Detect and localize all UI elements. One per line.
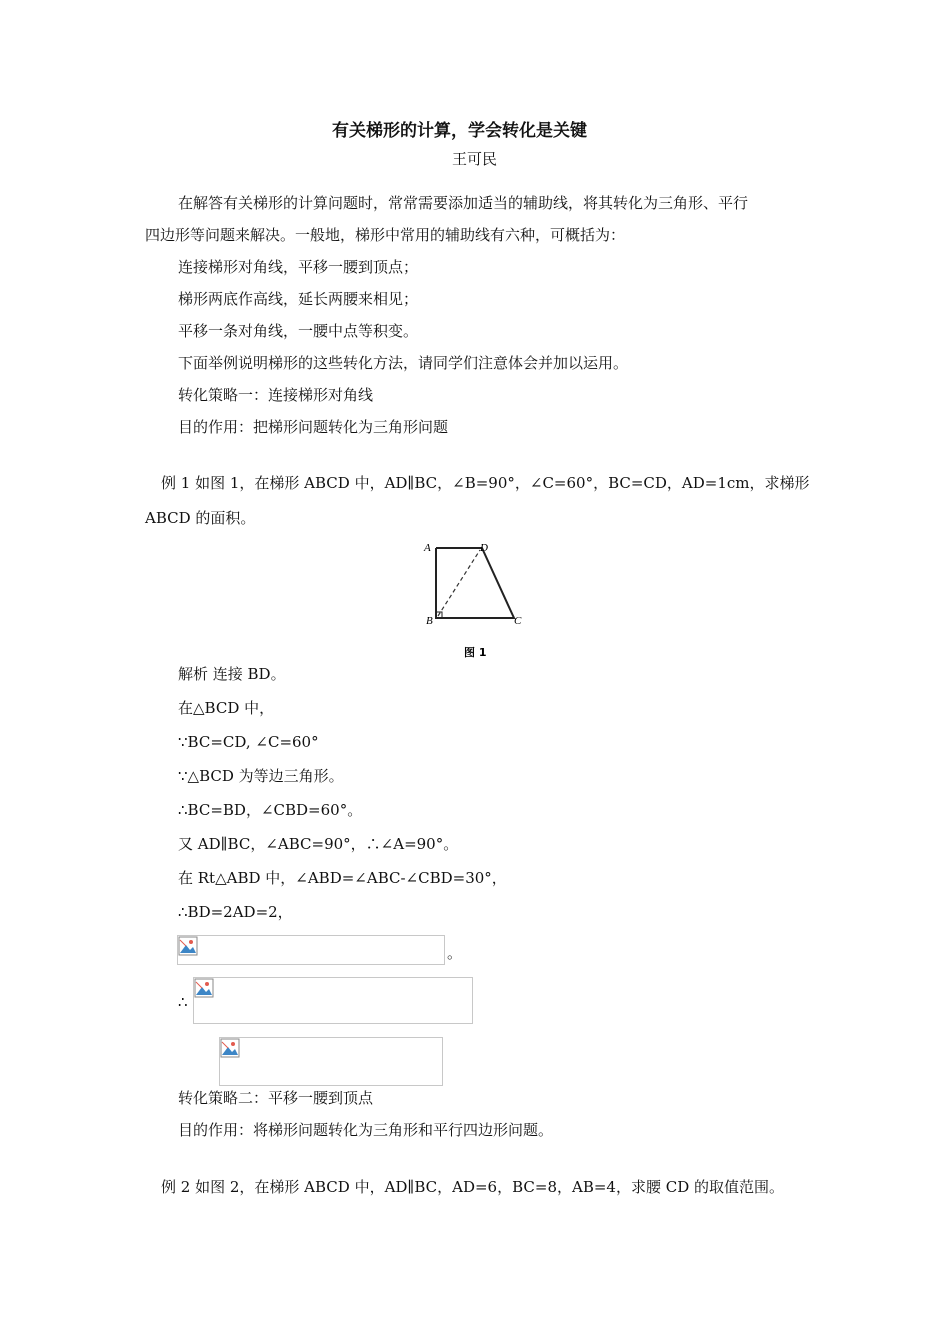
broken-image-icon	[194, 978, 214, 998]
strategy-1-heading: 转化策略一：连接梯形对角线	[178, 386, 374, 404]
strategy-2-heading: 转化策略二：平移一腰到顶点	[178, 1089, 374, 1107]
doc-author: 王可民	[452, 150, 498, 168]
figure-1-caption: 图 1	[464, 646, 487, 659]
vertex-label-a: A	[424, 542, 431, 554]
solution-line-8: ∴BD=2AD=2，	[178, 903, 293, 921]
rule-3: 平移一条对角线，一腰中点等积变。	[178, 322, 419, 340]
vertex-label-d: D	[480, 542, 488, 554]
example-1-line-2: ABCD 的面积。	[145, 509, 256, 527]
solution-line-2: 在△BCD 中，	[178, 699, 275, 717]
vertex-label-b: B	[426, 615, 433, 627]
rule-1: 连接梯形对角线，平移一腰到顶点；	[178, 258, 419, 276]
intro-line-2: 四边形等问题来解决。一般地，梯形中常用的辅助线有六种，可概括为：	[145, 226, 626, 244]
solution-line-7: 在 Rt△ABD 中，∠ABD=∠ABC-∠CBD=30°，	[178, 869, 507, 887]
purpose-2: 目的作用：将梯形问题转化为三角形和平行四边形问题。	[178, 1121, 554, 1139]
lead-sentence: 下面举例说明梯形的这些转化方法，请同学们注意体会并加以运用。	[178, 354, 629, 372]
rule-2: 梯形两底作高线，延长两腰来相见；	[178, 290, 419, 308]
purpose-1: 目的作用：把梯形问题转化为三角形问题	[178, 418, 449, 436]
figure-1-trapezoid	[420, 536, 540, 661]
solution-line-6: 又 AD∥BC，∠ABC=90°，∴∠A=90°。	[178, 835, 459, 853]
broken-image-icon	[178, 936, 198, 956]
vertex-label-c: C	[514, 615, 522, 627]
solution-line-5: ∴BC=BD，∠CBD=60°。	[178, 801, 363, 819]
solution-line-9-suffix: 。	[447, 944, 463, 962]
example-2-line: 例 2 如图 2，在梯形 ABCD 中，AD∥BC，AD=6，BC=8，AB=4，求腰 CD 的取值范围。	[161, 1178, 785, 1196]
trapezoid-outline	[436, 548, 514, 618]
solution-line-4: ∵△BCD 为等边三角形。	[178, 767, 344, 785]
example-1-line-1: 例 1 如图 1，在梯形 ABCD 中，AD∥BC，∠B=90°，∠C=60°，BC=CD，AD=1cm，求梯形	[161, 474, 810, 492]
broken-image-icon	[220, 1038, 240, 1058]
solution-line-1: 解析 连接 BD。	[178, 665, 286, 683]
solution-line-10-prefix: ∴	[178, 993, 188, 1011]
formula-image-3	[219, 1037, 443, 1086]
doc-title: 有关梯形的计算，学会转化是关键	[332, 121, 587, 141]
solution-line-3: ∵BC=CD, ∠C=60°	[178, 733, 319, 751]
diagonal-bd	[438, 550, 480, 616]
formula-image-1	[177, 935, 445, 965]
formula-image-2	[193, 977, 473, 1024]
intro-line-1: 在解答有关梯形的计算问题时，常常需要添加适当的辅助线，将其转化为三角形、平行	[178, 194, 749, 212]
